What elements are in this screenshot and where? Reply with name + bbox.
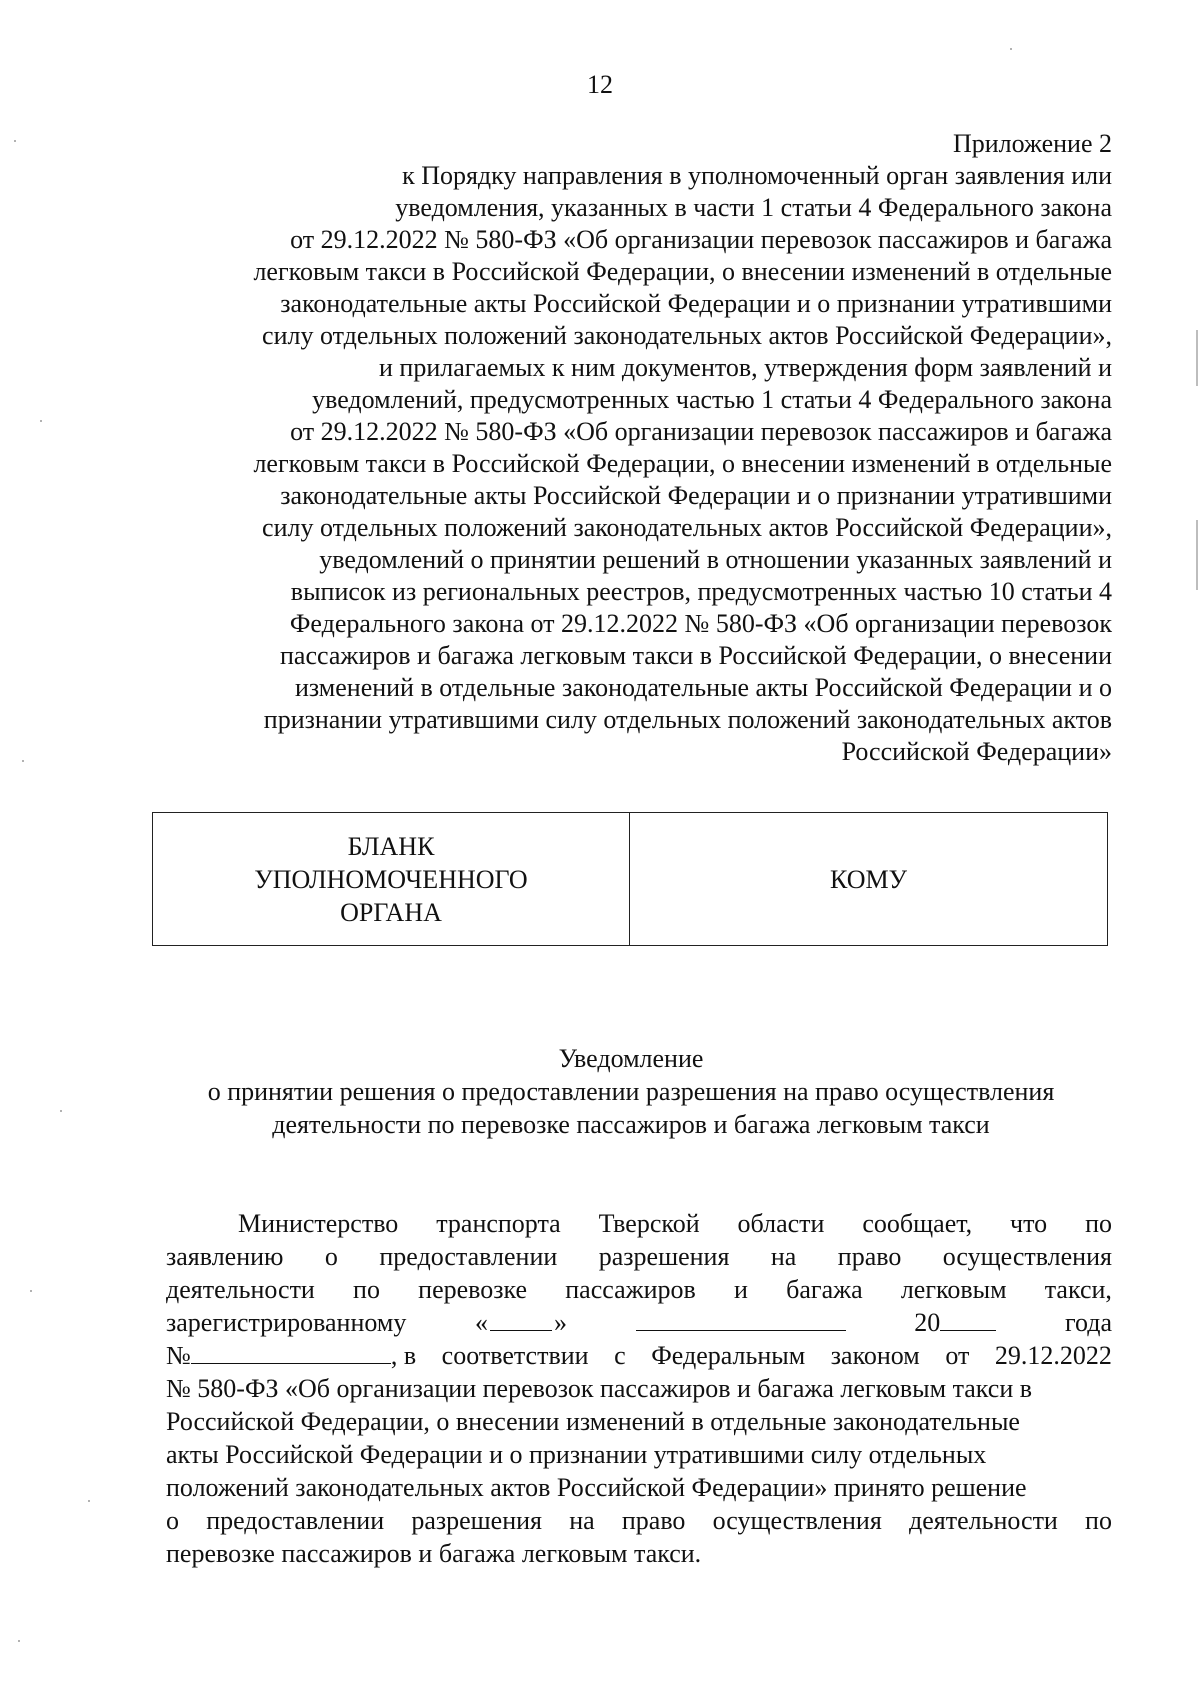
appendix-line: выписок из региональных реестров, предусмотренных частью 10 статьи 4 [290,577,1112,606]
form-header-table [152,812,1108,946]
appendix-line: уведомлений о принятии решений в отношении указанных заявлений и [319,545,1112,574]
notice-title-line: о принятии решения о предоставлении разрешения на право осуществления [207,1077,1055,1106]
body-word: деятельности [909,1506,1058,1535]
body-word: предоставлении [206,1506,385,1535]
body-text: № 580-ФЗ «Об организации перевозок пассажиров и багажа легковым такси в [166,1374,1033,1403]
appendix-line: легковым такси в Российской Федерации, о внесении изменений в отдельные [253,449,1112,478]
appendix-line: и прилагаемых к ним документов, утверждения форм заявлений и [378,353,1112,382]
letterhead-line: БЛАНК [347,831,435,861]
letterhead-line: УПОЛНОМОЧЕННОГО [254,864,528,894]
body-line [166,1537,1112,1570]
appendix-line: от 29.12.2022 № 580-ФЗ «Об организации перевозок пассажиров и багажа [290,225,1112,254]
body-word: года [1064,1308,1112,1337]
scan-edge-mark [1196,520,1198,590]
body-line [166,1372,1112,1405]
scan-speck [60,1110,62,1112]
year-prefix: 20 [914,1308,941,1337]
day-field-group [475,1306,567,1339]
form-header-row [153,813,1108,946]
recipient-label: КОМУ [830,864,907,894]
letterhead-line: ОРГАНА [340,897,442,927]
body-line [166,1504,1112,1537]
body-word: багажа [786,1275,863,1304]
body-word: от [945,1341,970,1370]
body-word: , в [390,1341,417,1370]
body-word: разрешения [411,1506,543,1535]
notice-body [166,1207,1112,1570]
body-word: легковым [900,1275,1007,1304]
appendix-line: уведомления, указанных в части 1 статьи 4 Федерального закона [395,193,1112,222]
body-word: право [837,1242,902,1271]
body-word: 29.12.2022 [994,1341,1112,1370]
body-word: Федеральным [651,1341,806,1370]
body-word: заявлению [166,1242,284,1271]
body-word: такси, [1044,1275,1112,1304]
appendix-line: уведомлений, предусмотренных частью 1 статьи 4 Федерального закона [312,385,1112,414]
body-word: о [166,1506,179,1535]
appendix-line: Федерального закона от 29.12.2022 № 580-ФЗ «Об организации перевозок [289,609,1112,638]
scan-speck [1010,48,1012,50]
scan-speck [18,1640,20,1642]
appendix-line: признании утратившими силу отдельных положений законодательных актов [263,705,1112,734]
registration-number-line [166,1339,1112,1372]
body-line [166,1438,1112,1471]
registration-month-blank[interactable] [636,1306,846,1331]
body-text: Российской Федерации, о внесении изменений в отдельные законодательные [166,1407,1020,1436]
appendix-line: законодательные акты Российской Федерации и о признании утратившими [280,289,1112,318]
appendix-line: пассажиров и багажа легковым такси в Российской Федерации, о внесении [280,641,1112,670]
body-word: по [1085,1506,1112,1535]
body-word: на [569,1506,595,1535]
appendix-line: Приложение 2 [952,129,1112,158]
body-word: осуществления [942,1242,1112,1271]
body-line [166,1240,1112,1273]
body-word: с [614,1341,626,1370]
registration-day-blank[interactable] [490,1306,552,1331]
body-word: и [734,1275,748,1304]
body-word: по [1085,1209,1112,1238]
body-word: законом [830,1341,920,1370]
body-word: зарегистрированному [166,1308,407,1337]
appendix-line: изменений в отдельные законодательные акты Российской Федерации и о [294,673,1112,702]
body-line [166,1471,1112,1504]
appendix-line: силу отдельных положений законодательных актов Российской Федерации», [262,321,1112,350]
body-line [166,1405,1112,1438]
body-word: разрешения [598,1242,730,1271]
body-word: перевозке [418,1275,528,1304]
body-word: предоставлении [379,1242,558,1271]
appendix-line: к Порядку направления в уполномоченный орган заявления или [402,161,1112,190]
body-word: осуществления [712,1506,882,1535]
body-line [166,1273,1112,1306]
body-line [166,1207,1112,1240]
appendix-header [150,128,1112,768]
notice-title [150,1042,1112,1141]
body-text: перевозке пассажиров и багажа легковым такси. [166,1539,702,1568]
body-word: деятельности [166,1275,315,1304]
body-word: по [353,1275,380,1304]
body-word: пассажиров [565,1275,696,1304]
notice-title-line: деятельности по перевозке пассажиров и багажа легковым такси [272,1110,990,1139]
body-word: соответствии [441,1341,589,1370]
scan-edge-mark [1196,330,1198,386]
recipient-cell [630,813,1108,946]
registration-number-blank[interactable] [191,1339,391,1364]
body-word: о [324,1242,338,1271]
registration-date-line [166,1306,1112,1339]
body-text: положений законодательных актов Российской Федерации» принято решение [166,1473,1027,1502]
registration-year-blank[interactable] [940,1306,996,1331]
body-word: Тверской [598,1209,700,1238]
body-word: сообщает, [862,1209,973,1238]
body-word: области [737,1209,825,1238]
appendix-line: силу отдельных положений законодательных актов Российской Федерации», [262,513,1112,542]
body-word: право [621,1506,686,1535]
close-quote: » [553,1308,567,1337]
body-word: Министерство [238,1209,399,1238]
scan-speck [40,420,42,422]
number-sign: № [166,1341,191,1370]
appendix-line: легковым такси в Российской Федерации, о внесении изменений в отдельные [253,257,1112,286]
body-word: транспорта [436,1209,561,1238]
body-text: акты Российской Федерации и о признании утратившими силу отдельных [166,1440,987,1469]
scan-speck [30,1290,32,1292]
scan-speck [88,1500,90,1502]
page-number: 12 [587,70,613,99]
body-word: что [1010,1209,1048,1238]
number-field-group [166,1339,416,1372]
body-word: на [770,1242,797,1271]
scan-speck [14,140,16,142]
authority-letterhead-cell [153,813,630,946]
appendix-line: от 29.12.2022 № 580-ФЗ «Об организации перевозок пассажиров и багажа [290,417,1112,446]
scan-speck [22,760,24,762]
open-quote: « [474,1308,488,1337]
appendix-line: законодательные акты Российской Федерации и о признании утратившими [280,481,1112,510]
year-field-group [914,1306,996,1339]
notice-title-line: Уведомление [558,1044,704,1073]
appendix-line: Российской Федерации» [841,737,1112,766]
